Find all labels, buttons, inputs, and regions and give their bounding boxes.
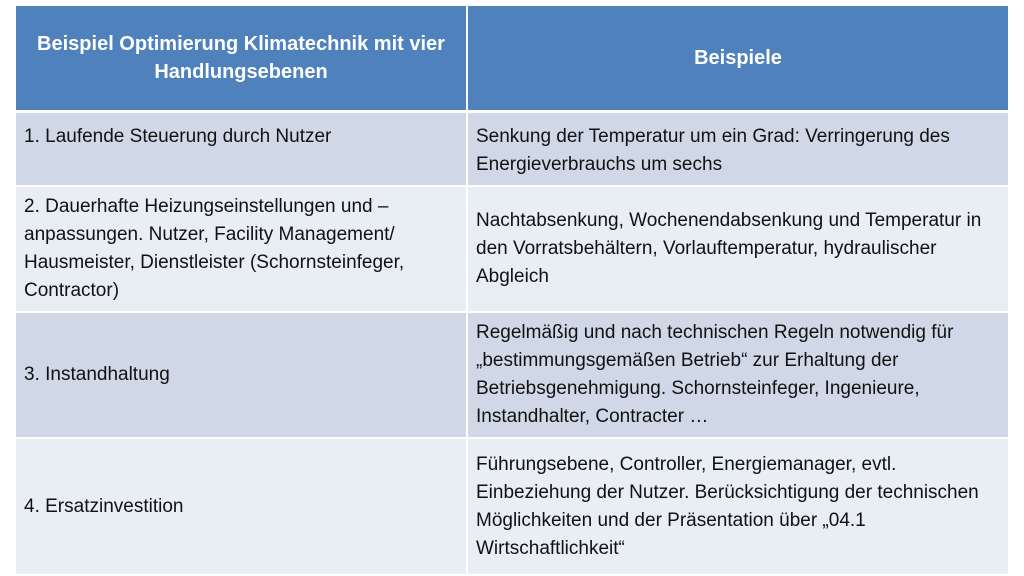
header-beispiele: Beispiele bbox=[467, 6, 1008, 112]
table-row bbox=[16, 186, 1008, 312]
table-row bbox=[16, 112, 1008, 187]
level-cell: 3. Instandhaltung bbox=[16, 312, 467, 438]
example-cell: Führungsebene, Controller, Energiemanager, evtl. Einbeziehung der Nutzer. Berücksichtigung der technischen Möglichkeiten und der Präsentation über „04.1 Wirtschaftlichkeit“ bbox=[467, 438, 1008, 575]
example-cell: Nachtabsenkung, Wochenendabsenkung und Temperatur in den Vorratsbehältern, Vorlauftemperatur, hydraulischer Abgleich bbox=[467, 186, 1008, 312]
example-cell: Regelmäßig und nach technischen Regeln notwendig für „bestimmungsgemäßen Betrieb“ zur Erhaltung der Betriebsgenehmigung. Schornsteinfeger, Ingenieure, Instandhalter, Contracter … bbox=[467, 312, 1008, 438]
handlungsebenen-table bbox=[16, 6, 1008, 576]
example-cell: Senkung der Temperatur um ein Grad: Verringerung des Energieverbrauchs um sechs bbox=[467, 112, 1008, 187]
header-handlungsebenen: Beispiel Optimierung Klimatechnik mit vier Handlungsebenen bbox=[16, 6, 467, 112]
level-cell: 2. Dauerhafte Heizungseinstellungen und –anpassungen. Nutzer, Facility Management/ Hausmeister, Dienstleister (Schornsteinfeger, Contractor) bbox=[16, 186, 467, 312]
level-cell: 1. Laufende Steuerung durch Nutzer bbox=[16, 112, 467, 187]
table-header-row bbox=[16, 6, 1008, 112]
table-row bbox=[16, 438, 1008, 575]
level-cell: 4. Ersatzinvestition bbox=[16, 438, 467, 575]
table-row bbox=[16, 312, 1008, 438]
